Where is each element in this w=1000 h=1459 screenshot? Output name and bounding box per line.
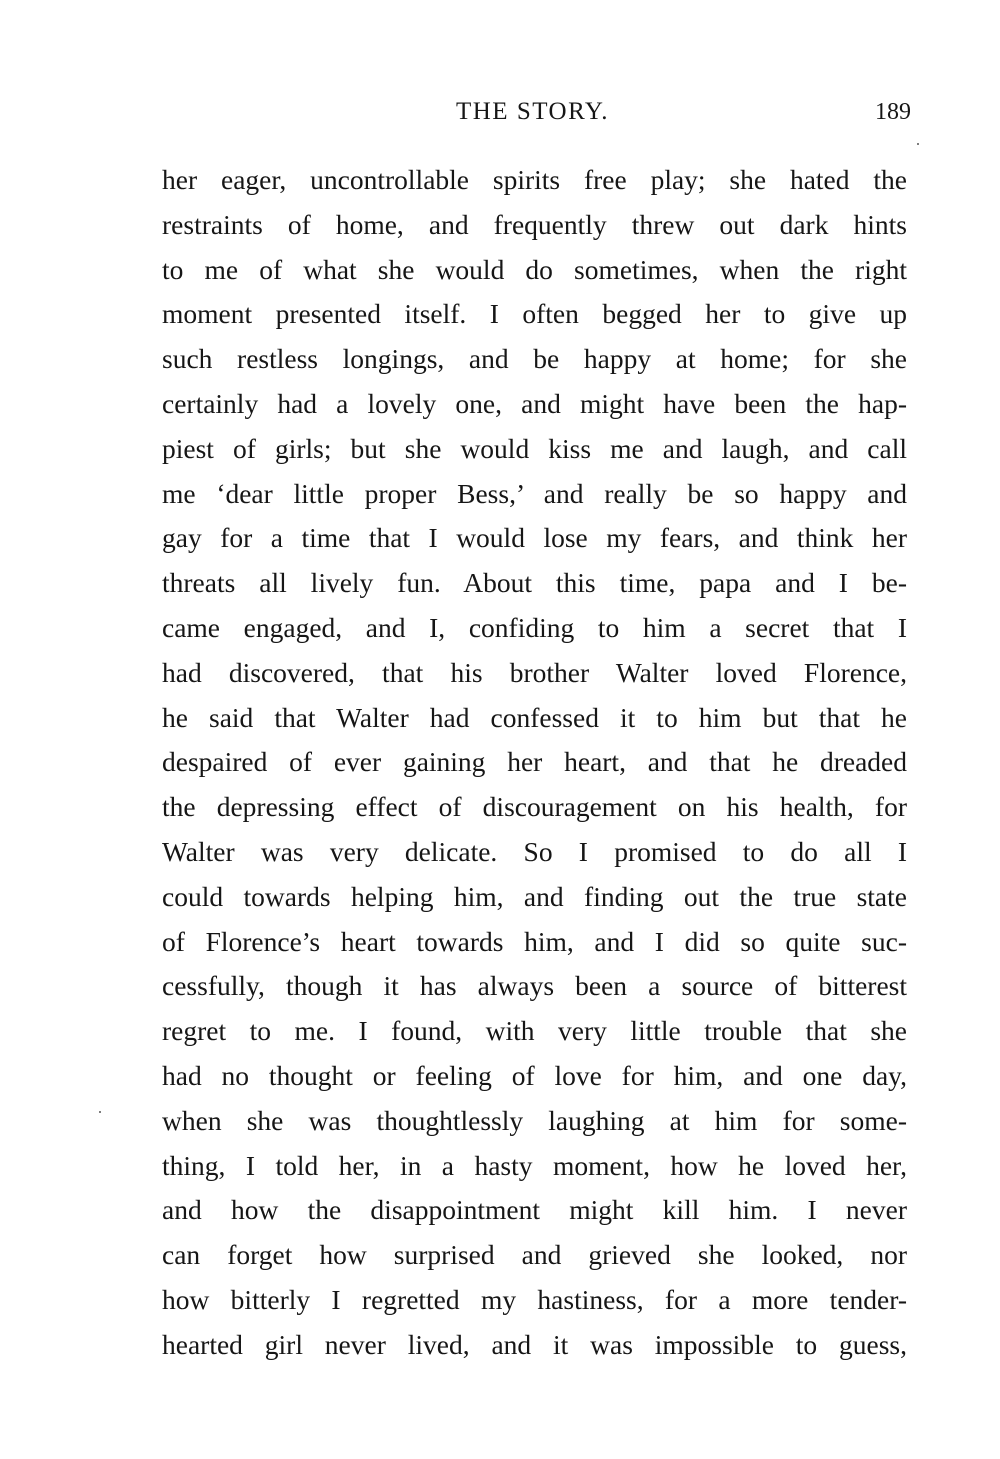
text-line: gay for a time that I would lose my fears, and think her	[162, 522, 907, 554]
text-line: her eager, uncontrollable spirits free play; she hated the	[162, 164, 907, 195]
text-line: Walter was very delicate. So I promised to do all I	[162, 835, 907, 867]
text-line: and how the disappointment might kill him. I never	[162, 1194, 907, 1226]
text-line: despaired of ever gaining her heart, and that he dreaded	[162, 746, 907, 778]
text-line: can forget how surprised and grieved she looked, nor	[162, 1239, 907, 1271]
text-line: came engaged, and I, confiding to him a secret that I	[162, 611, 907, 643]
print-speck	[917, 143, 919, 145]
text-line: the depressing effect of discouragement on his health, for	[162, 791, 907, 823]
text-line: hearted girl never lived, and it was impossible to guess,	[162, 1328, 907, 1360]
text-line: to me of what she would do sometimes, when the right	[162, 253, 907, 285]
text-line: could towards helping him, and finding out the true state	[162, 880, 907, 912]
text-line: threats all lively fun. About this time, papa and I be-	[162, 567, 907, 599]
text-line: regret to me. I found, with very little trouble that she	[162, 1015, 907, 1047]
text-line: certainly had a lovely one, and might have been the hap-	[162, 387, 907, 419]
page-number: 189	[875, 99, 911, 125]
print-speck	[99, 1111, 101, 1113]
text-line: me ‘dear little proper Bess,’ and really be so happy and	[162, 477, 907, 509]
running-head	[160, 92, 911, 132]
text-line: had no thought or feeling of love for him, and one day,	[162, 1059, 907, 1091]
text-line: restraints of home, and frequently threw out dark hints	[162, 208, 907, 240]
text-line: had discovered, that his brother Walter loved Florence,	[162, 656, 907, 688]
text-line: such restless longings, and be happy at home; for she	[162, 343, 907, 375]
chapter-title: THE STORY.	[455, 98, 609, 125]
text-line: cessfully, though it has always been a source of bitterest	[162, 970, 907, 1002]
text-line: moment presented itself. I often begged her to give up	[162, 298, 907, 330]
text-line: thing, I told her, in a hasty moment, how he loved her,	[162, 1149, 907, 1181]
body-text	[162, 158, 907, 1368]
text-line: piest of girls; but she would kiss me and laugh, and call	[162, 432, 907, 464]
text-line: how bitterly I regretted my hastiness, for a more tender-	[162, 1283, 907, 1315]
text-line: when she was thoughtlessly laughing at him for some-	[162, 1104, 907, 1136]
text-line: he said that Walter had confessed it to him but that he	[162, 701, 907, 733]
text-line: of Florence’s heart towards him, and I did so quite suc-	[162, 925, 907, 957]
